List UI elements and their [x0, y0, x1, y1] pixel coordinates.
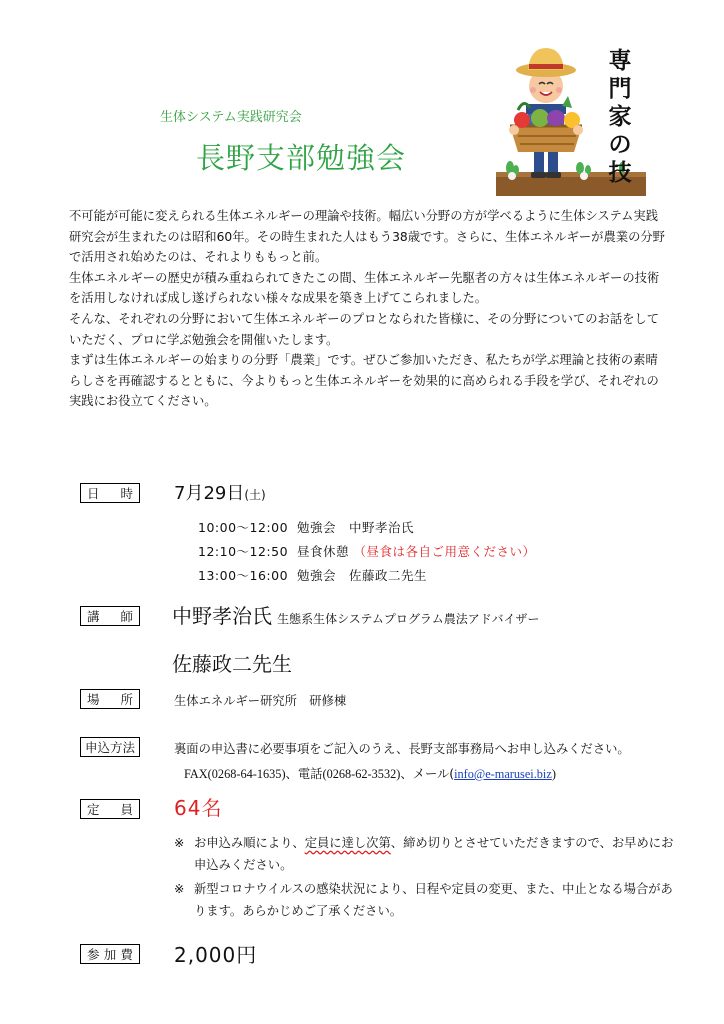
schedule-row [198, 566, 427, 584]
venue-text: 生体エネルギー研究所 研修棟 [174, 694, 347, 708]
organization-name: 生体システム実践研究会 [160, 110, 302, 125]
caption-char: 家 [608, 103, 632, 130]
capacity-label: 定 員 [80, 799, 140, 819]
apply-text: 裏面の申込書に必要事項をご記入のうえ、長野支部事務局へお申し込みください。 [174, 742, 630, 756]
capacity-note [174, 878, 674, 922]
apply-label: 申込方法 [80, 737, 140, 757]
caption-char: 技 [608, 159, 632, 186]
schedule-desc: 勉強会 佐藤政二先生 [297, 568, 428, 583]
caption-char: 門 [608, 75, 632, 102]
intro-paragraph: まずは生体エネルギーの始まりの分野「農業」です。ぜひご参加いただき、私たちが学ぶ理論と技術の素晴らしさを再確認するとともに、今よりもっと生体エネルギーを効果的に高められる手段を学び、それぞれの実践にお役立てください。 [69, 353, 659, 409]
schedule-desc: 勉強会 中野孝治氏 [297, 520, 415, 535]
page-title: 長野支部勉強会 [196, 141, 407, 175]
fax-number: FAX(0268-64-1635)、 [184, 767, 298, 781]
contact-info [184, 764, 556, 782]
lecturer-label: 講 師 [80, 606, 140, 626]
email-link[interactable]: info@e-marusei.biz [454, 767, 552, 781]
schedule-time: 13:00～16:00 [198, 568, 289, 583]
caption-char: 専 [608, 47, 632, 74]
schedule-row [198, 518, 414, 536]
note-text: お申込み順により、 [194, 836, 305, 850]
event-date-dow: (土) [244, 488, 266, 502]
venue-label: 場 所 [80, 689, 140, 709]
note-emphasis: 定員に達し次第 [304, 836, 391, 850]
capacity-value: 64名 [174, 796, 223, 820]
fee-label: 参加費 [80, 944, 140, 964]
note-mark: ※ [174, 882, 185, 896]
schedule-time: 10:00～12:00 [198, 520, 289, 535]
intro-paragraph: そんな、それぞれの分野において生体エネルギーのプロとなられた皆様に、その分野についてのお話をしていただく、プロに学ぶ勉強会を開催いたします。 [69, 311, 660, 347]
schedule-desc: 昼食休憩 [297, 544, 350, 559]
schedule-time: 12:10～12:50 [198, 544, 289, 559]
tel-number: (0268-62-3532)、 [322, 767, 413, 781]
note-text: 、締め切りとさせていただきますので、お早めにお申込みください。 [194, 836, 674, 872]
datetime-label: 日 時 [80, 483, 140, 503]
intro-paragraph: 生体エネルギーの歴史が積み重ねられてきたこの間、生体エネルギー先駆者の方々は生体エネルギーの技術を活用しなければ成し遂げられない様々な成果を築き上げてこられました。 [69, 270, 660, 306]
lecturer-1-title: 生態系生体システムプログラム農法アドバイザー [277, 612, 540, 626]
event-date-main: 7月29日 [174, 483, 245, 504]
intro-paragraph: 不可能が可能に変えられる生体エネルギーの理論や技術。幅広い分野の方が学べるように生体システム実践研究会が生まれたのは昭和60年。その時生まれた人はもう38歳です。さらに、生体エネルギーが農業の分野で活用され始めたのは、それよりももっと前。 [69, 209, 665, 265]
lecturer-1 [172, 600, 540, 629]
event-date [174, 479, 266, 505]
note-text: 新型コロナウイルスの感染状況により、日程や定員の変更、また、中止となる場合があります。あらかじめご了承ください。 [194, 882, 673, 918]
lunch-note: （昼食は各自ご用意ください） [353, 544, 536, 559]
mail-close: ) [551, 767, 556, 781]
caption-char: の [608, 131, 632, 158]
tel-label: 電話 [297, 767, 323, 781]
capacity-note [174, 832, 674, 876]
farmer-icon [496, 40, 646, 200]
lecturer-1-name: 中野孝治氏 [172, 604, 272, 628]
farmer-illustration [496, 40, 646, 200]
fee-value: 2,000円 [174, 943, 258, 967]
schedule-row [198, 542, 536, 560]
lecturer-2-name: 佐藤政二先生 [172, 652, 292, 676]
note-mark: ※ [174, 836, 185, 850]
mail-label: メール( [412, 767, 455, 781]
intro-text [69, 206, 669, 412]
